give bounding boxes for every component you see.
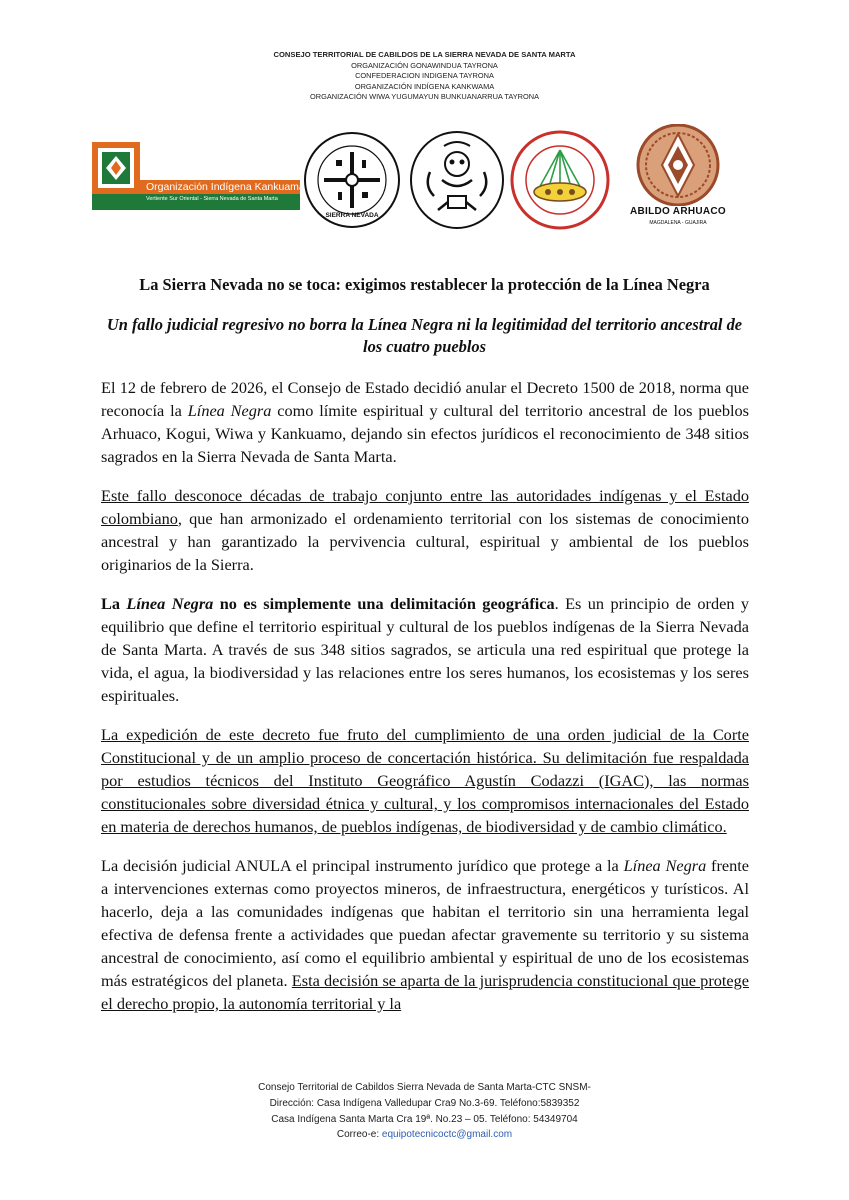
document-title: La Sierra Nevada no se toca: exigimos restablecer la protección de la Línea Negra (139, 275, 710, 294)
arhuaco-logo (628, 124, 728, 230)
paragraph-2: Este fallo desconoce décadas de trabajo conjunto entre las autoridades indígenas y el Estado colombiano, que han armonizado el ordenamiento territorial con los sistemas de conocimiento ancestral y han garantizado la pervivencia cultural, espiritual y ambiental de los pueblos originarios de la Sierra. (101, 486, 749, 574)
document-subtitle: Un fallo judicial regresivo no borra la Línea Negra ni la legitimidad del territorio ancestral de los cuatro pueblos (106, 315, 743, 356)
letterhead-org-wiwa: ORGANIZACIÓN WIWA YUGUMAYUN BUNKUANARRUA TAYRONA (310, 92, 539, 102)
footer-email-link[interactable]: equipotecnicoctc@gmail.com (381, 1129, 513, 1141)
tayrona-figure-icon (408, 130, 506, 230)
gonawindua-logo (302, 130, 402, 230)
paragraph-3: La Línea Negra no es simplemente una delimitación geográfica. Es un principio de orden y equilibrio que define el territorio espiritual y cultural de los pueblos indígenas de la Sierra Nevada de Santa Marta. A través de sus 348 sitios sagrados, se articula una red espiritual que protege la vida, el agua, la biodiversidad y las relaciones entre los seres humanos, los ecosistemas y los seres espirituales. (101, 594, 749, 705)
footer-address-santa-marta: Casa Indígena Santa Marta Cra 19ª. No.23 – 05. Teléfono: 54349704 (271, 1113, 578, 1125)
document-body (101, 376, 749, 1031)
arhuaco-subtitle: MAGDALENA - GUAJIRA (649, 220, 707, 226)
logos-row (0, 120, 849, 230)
wiwa-logo (508, 130, 612, 230)
letterhead-org-confederacion: CONFEDERACION INDIGENA TAYRONA (355, 71, 494, 81)
tayrona-logo (408, 130, 506, 230)
gonawindua-bottom-label: SIERRA NEVADA (325, 212, 379, 219)
paragraph-5: La decisión judicial ANULA el principal instrumento jurídico que protege a la Línea Negra frente a intervenciones externas como proyectos mineros, de infraestructura, energéticos y turísticos. Al hacerlo, deja a las comunidades indígenas que habitan el territorio sin una herramienta legal efectiva de defensa frente a actividades que puedan afectar gravemente su territorio y su sistema ancestral de conocimiento, así como el equilibrio ambiental y espiritual de uno de los ecosistemas más estratégicos del planeta. Esta decisión se aparta de la jurisprudencia constitucional que protege el derecho propio, la autonomía territorial y la (101, 856, 749, 1013)
kankuama-subtitle: Vertiente Sur Oriental - Sierra Nevada de Santa Marta (146, 196, 278, 202)
kankuama-logo (90, 140, 305, 212)
arhuaco-emblem-icon (628, 124, 728, 206)
paragraph-4: La expedición de este decreto fue fruto del cumplimiento de una orden judicial de la Corte Constitucional y de un amplio proceso de concertación histórica. Su delimitación fue respaldada por estudios técnicos del Instituto Geográfico Agustín Codazzi (IGAC), las normas constitucionales sobre diversidad étnica y cultural, y los compromisos internacionales del Estado en materia de derechos humanos, de pueblos indígenas, de biodiversidad y de cambio climático. (101, 725, 749, 836)
footer-address-valledupar: Dirección: Casa Indígena Valledupar Cra9 No.3-69. Teléfono:5839352 (269, 1097, 580, 1109)
page-footer (0, 1080, 849, 1143)
letterhead-org-gonawindua: ORGANIZACIÓN GONAWINDUA TAYRONA (351, 60, 498, 70)
letterhead-council: CONSEJO TERRITORIAL DE CABILDOS DE LA SIERRA NEVADA DE SANTA MARTA (273, 50, 576, 59)
letterhead (0, 50, 849, 103)
footer-email-line: Correo-e: equipotecnicoctc@gmail.com (336, 1129, 513, 1141)
wiwa-seal-icon (508, 130, 612, 230)
footer-council: Consejo Territorial de Cabildos Sierra Nevada de Santa Marta-CTC SNSM- (258, 1082, 591, 1093)
letterhead-org-kankwama: ORGANIZACIÓN INDÍGENA KANKWAMA (354, 81, 495, 91)
kankuama-name: Organización Indígena Kankuama (146, 181, 305, 193)
arhuaco-name: ABILDO ARHUACO (629, 206, 727, 217)
paragraph-1: El 12 de febrero de 2026, el Consejo de Estado decidió anular el Decreto 1500 de 2018, norma que reconocía la Línea Negra como límite espiritual y cultural del territorio ancestral de los pueblos Arhuaco, Kogui, Wiwa y Kankuamo, dejando sin efectos jurídicos el reconocimiento de 348 sitios sagrados en la Sierra Nevada de Santa Marta. (101, 378, 749, 466)
